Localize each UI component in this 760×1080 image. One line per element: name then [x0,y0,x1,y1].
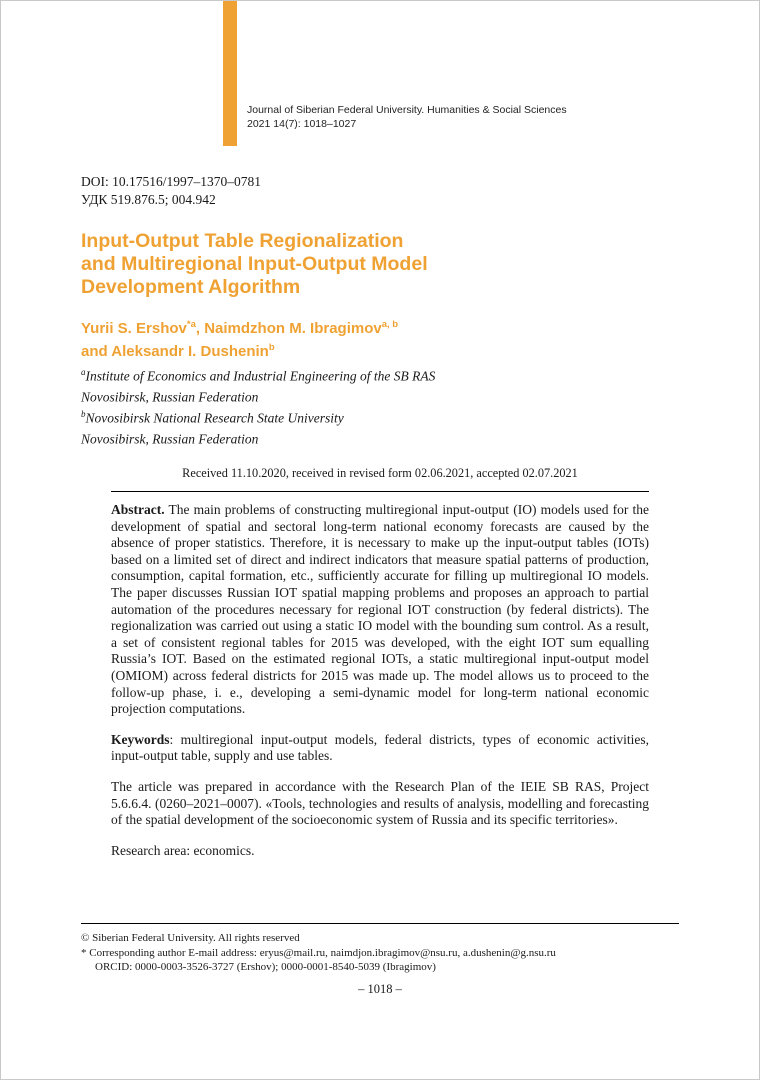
affiliation-superscript: a [81,367,86,377]
title-line-3: Development Algorithm [81,276,301,298]
author-superscript-3: b [268,342,275,353]
article-content [81,1,679,859]
corresponding-author-line: * Corresponding author E-mail address: eryus@mail.ru, naimdjon.ibragimov@nsu.ru, a.dushenin@g.nsu.ru [81,946,556,959]
keywords-label: Keywords [111,731,170,747]
research-area: Research area: economics. [111,842,255,858]
journal-issue: 2021 14(7): 1018–1027 [247,118,357,130]
author-name-2: Naimdzhon M. Ibragimov [204,320,382,337]
affiliation-line [81,427,679,448]
article-title [81,230,679,299]
abstract-label: Abstract. [111,502,165,517]
abstract-paragraph [111,502,649,718]
keywords-paragraph [111,732,649,765]
acknowledgment-paragraph: The article was prepared in accordance with the Research Plan of the IEIE SB RAS, Project 5.6.6.4. (0260–2021–0007). «Tools, technologies and results of analysis, modelling and forecasting of the spatial development of the socioeconomic system of Russia and its specific territories». [111,778,649,828]
journal-name: Journal of Siberian Federal University. Humanities & Social Sciences [247,104,567,116]
received-dates: Received 11.10.2020, received in revised form 02.06.2021, accepted 02.07.2021 [182,466,578,480]
title-line-1: Input-Output Table Regionalization [81,230,404,252]
article-meta [81,173,679,208]
page-number: – 1018 – [358,982,402,996]
author-name-3: Aleksandr I. Dushenin [111,343,269,360]
authors-line-1 [81,315,679,338]
author-superscript-2: a, b [381,319,399,330]
affiliation-text: Novosibirsk National Research State University [85,410,344,426]
footnotes [81,923,679,975]
affiliation-text: Novosibirsk, Russian Federation [81,431,259,447]
affiliations [81,364,679,448]
udk: УДК 519.876.5; 004.942 [81,191,216,207]
authors [81,315,679,361]
author-separator: , [195,320,205,337]
keywords-text: : multiregional input-output models, federal districts, types of economic activities, input-output table, supply and use tables. [111,731,649,764]
affiliation-line [81,406,679,427]
abstract-text: The main problems of constructing multiregional input-output (IO) models used for the development of spatial and sectoral long-term national economy forecasts are caused by the absence of proper statistics. Therefore, it is necessary to make up the input-output tables (IOTs) based on a limited set of direct and indirect indicators that measure spatial patterns of production, consumption, capital formation, etc., sufficiently accurate for filling up multiregional IO models. The paper discusses Russian IOT spatial mapping problems and proposes an approach to partial automation of the procedures necessary for regional IOT construction (by federal districts). The regionalization was carried out using a static IO model with the bounding sum control. As a result, a set of consistent regional tables for 2015 was developed, with the eight IOT sum equalling Russia’s IOT. Based on the estimated regional IOTs, a static multiregional input-output model (OMIOM) across federal districts for 2015 was made up. The model allows us to proceed to the follow-up phase, i. e., developing a semi-dynamic model for long-term national economic projection computations. [111,502,649,717]
affiliation-text: Novosibirsk, Russian Federation [81,389,259,405]
author-name-1: Yurii S. Ershov [81,320,187,337]
doi: DOI: 10.17516/1997–1370–0781 [81,174,261,189]
affiliation-line [81,385,679,406]
affiliation-superscript: b [81,409,86,419]
affiliation-text: Institute of Economics and Industrial Engineering of the SB RAS [85,368,436,384]
affiliation-line [81,364,679,385]
abstract-section [111,491,649,859]
orcid-line: ORCID: 0000-0003-3526-3727 (Ershov); 0000-0001-8540-5039 (Ibragimov) [95,961,436,973]
authors-line-2 [81,338,679,361]
author-superscript-1: *a [186,319,196,330]
copyright-line: © Siberian Federal University. All rights reserved [81,932,300,944]
authors-and: and [81,343,112,360]
title-line-2: and Multiregional Input-Output Model [81,253,428,275]
